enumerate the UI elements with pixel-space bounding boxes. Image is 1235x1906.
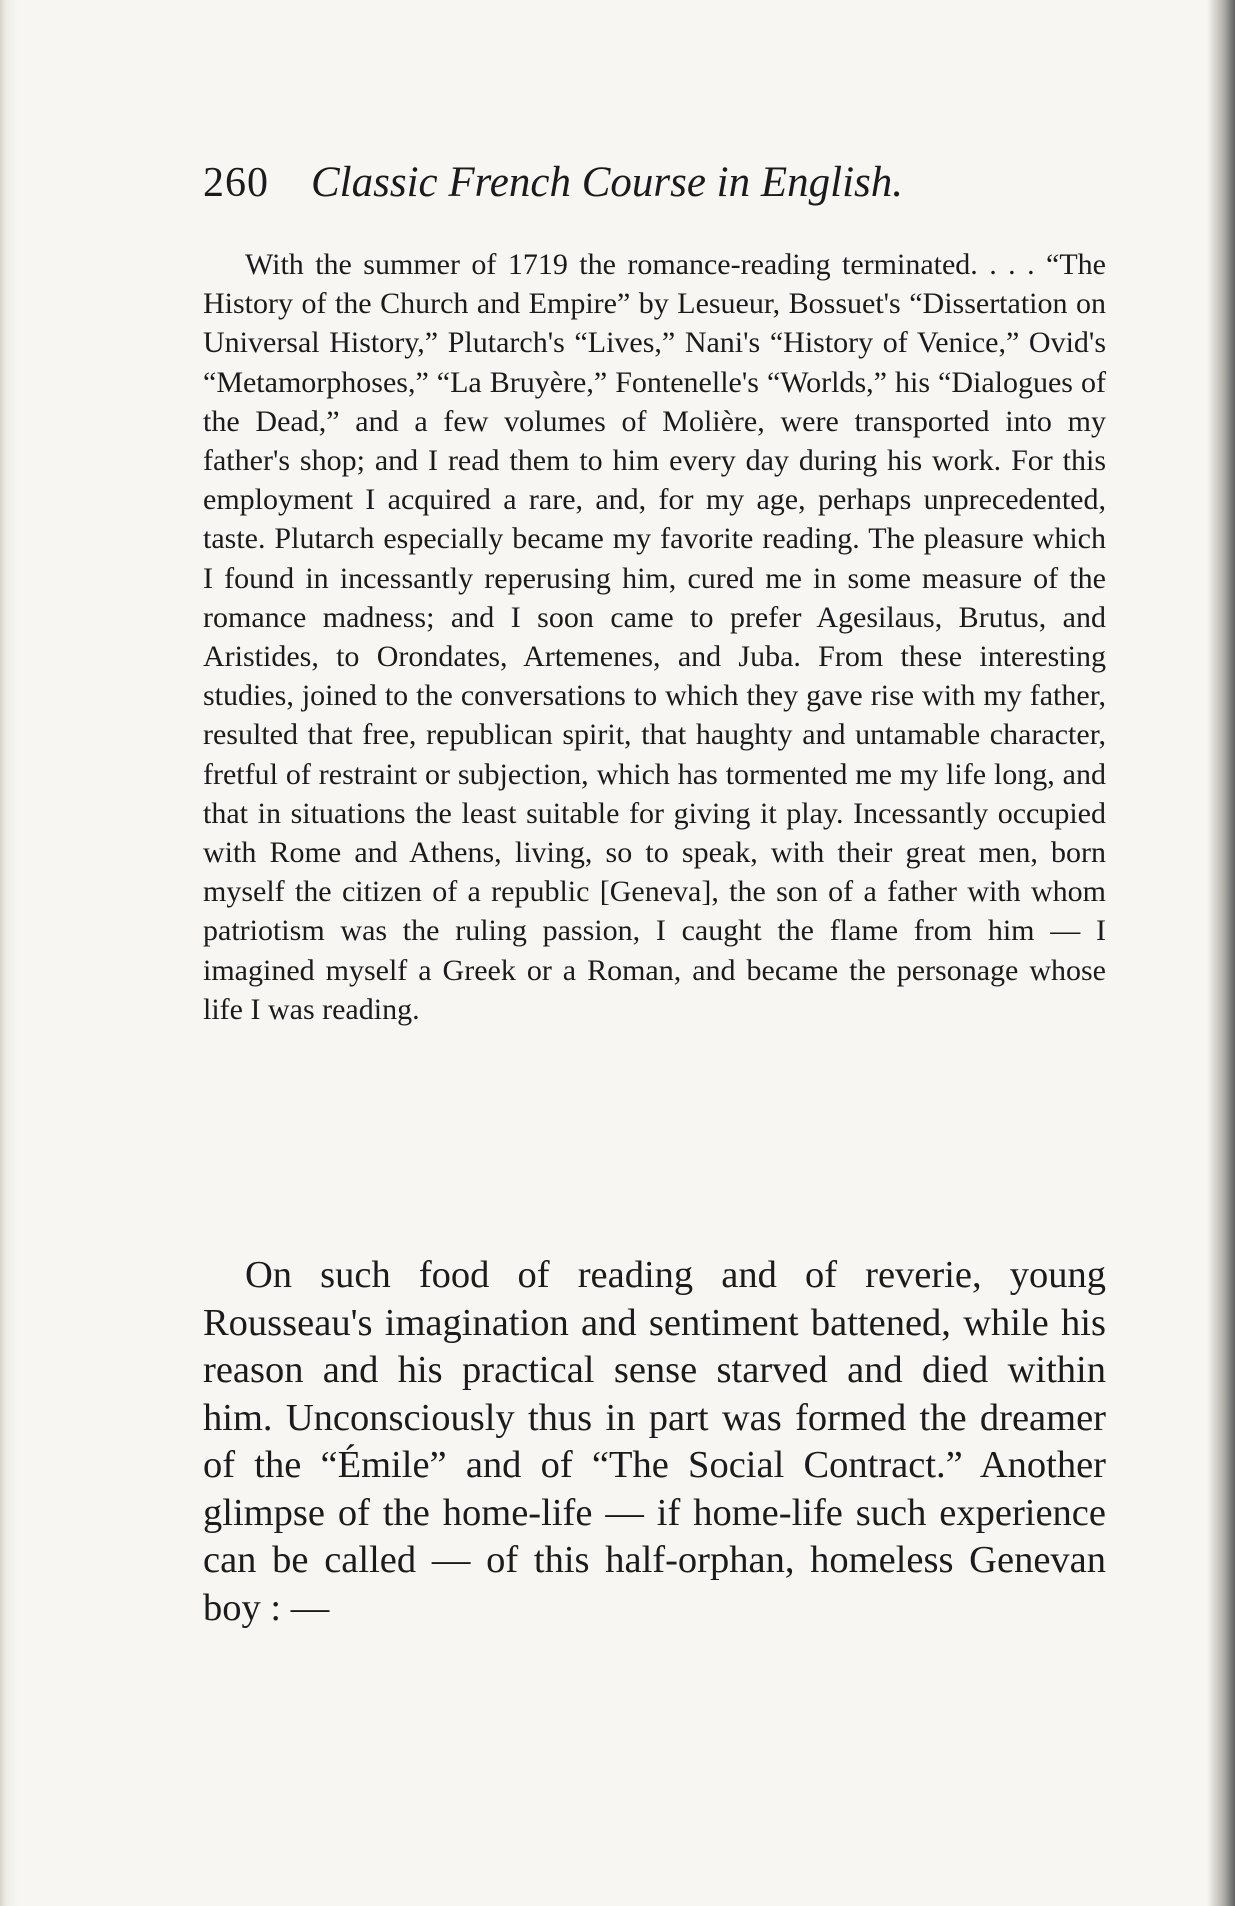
quoted-paragraph: With the summer of 1719 the romance-reading terminated. . . . “The History of the Church and Empire” by Lesueur, Bossuet's “Dissertation on Universal History,” Plutarch's “Lives,” Nani's “History of Venice,” Ovid's “Metamorphoses,” “La Bruyère,” Fontenelle's “Worlds,” his “Dialogues of the Dead,” and a few volumes of Molière, were transported into my father's shop; and I read them to him every day during his work. For this employment I acquired a rare, and, for my age, perhaps unprecedented, taste. Plutarch especially became my favorite reading. The pleasure which I found in incessantly reperusing him, cured me in some measure of the romance madness; and I soon came to prefer Agesilaus, Brutus, and Aristides, to Orondates, Artemenes, and Juba. From these interesting studies, joined to the conversations to which they gave rise with my father, resulted that free, republican spirit, that haughty and untamable character, fretful of restraint or subjection, which has tormented me my life long, and that in situations the least suitable for giving it play. Incessantly occupied with Rome and Athens, living, so to speak, with their great men, born myself the citizen of a republic [Geneva], the son of a father with whom patriotism was the ruling passion, I caught the flame from him — I imagined myself a Greek or a Roman, and became the personage whose life I was reading.	[203, 248, 1106, 1026]
page-number: 260	[203, 160, 269, 206]
main-text	[203, 1252, 1106, 1632]
main-paragraph: On such food of reading and of reverie, young Rousseau's imagination and sentiment battened, while his reason and his practical sense starved and died within him. Unconsciously thus in part was formed the dreamer of the “Émile” and of “The Social Contract.” Another glimpse of the home-life — if home-life such experience can be called — of this half-orphan, homeless Genevan boy : —	[203, 1254, 1106, 1629]
scan-edge-right	[1207, 0, 1235, 1906]
page-header	[203, 158, 1053, 210]
scan-edge-left	[0, 0, 18, 1906]
quoted-passage	[203, 245, 1106, 1029]
running-title: Classic French Course in English.	[311, 159, 904, 206]
